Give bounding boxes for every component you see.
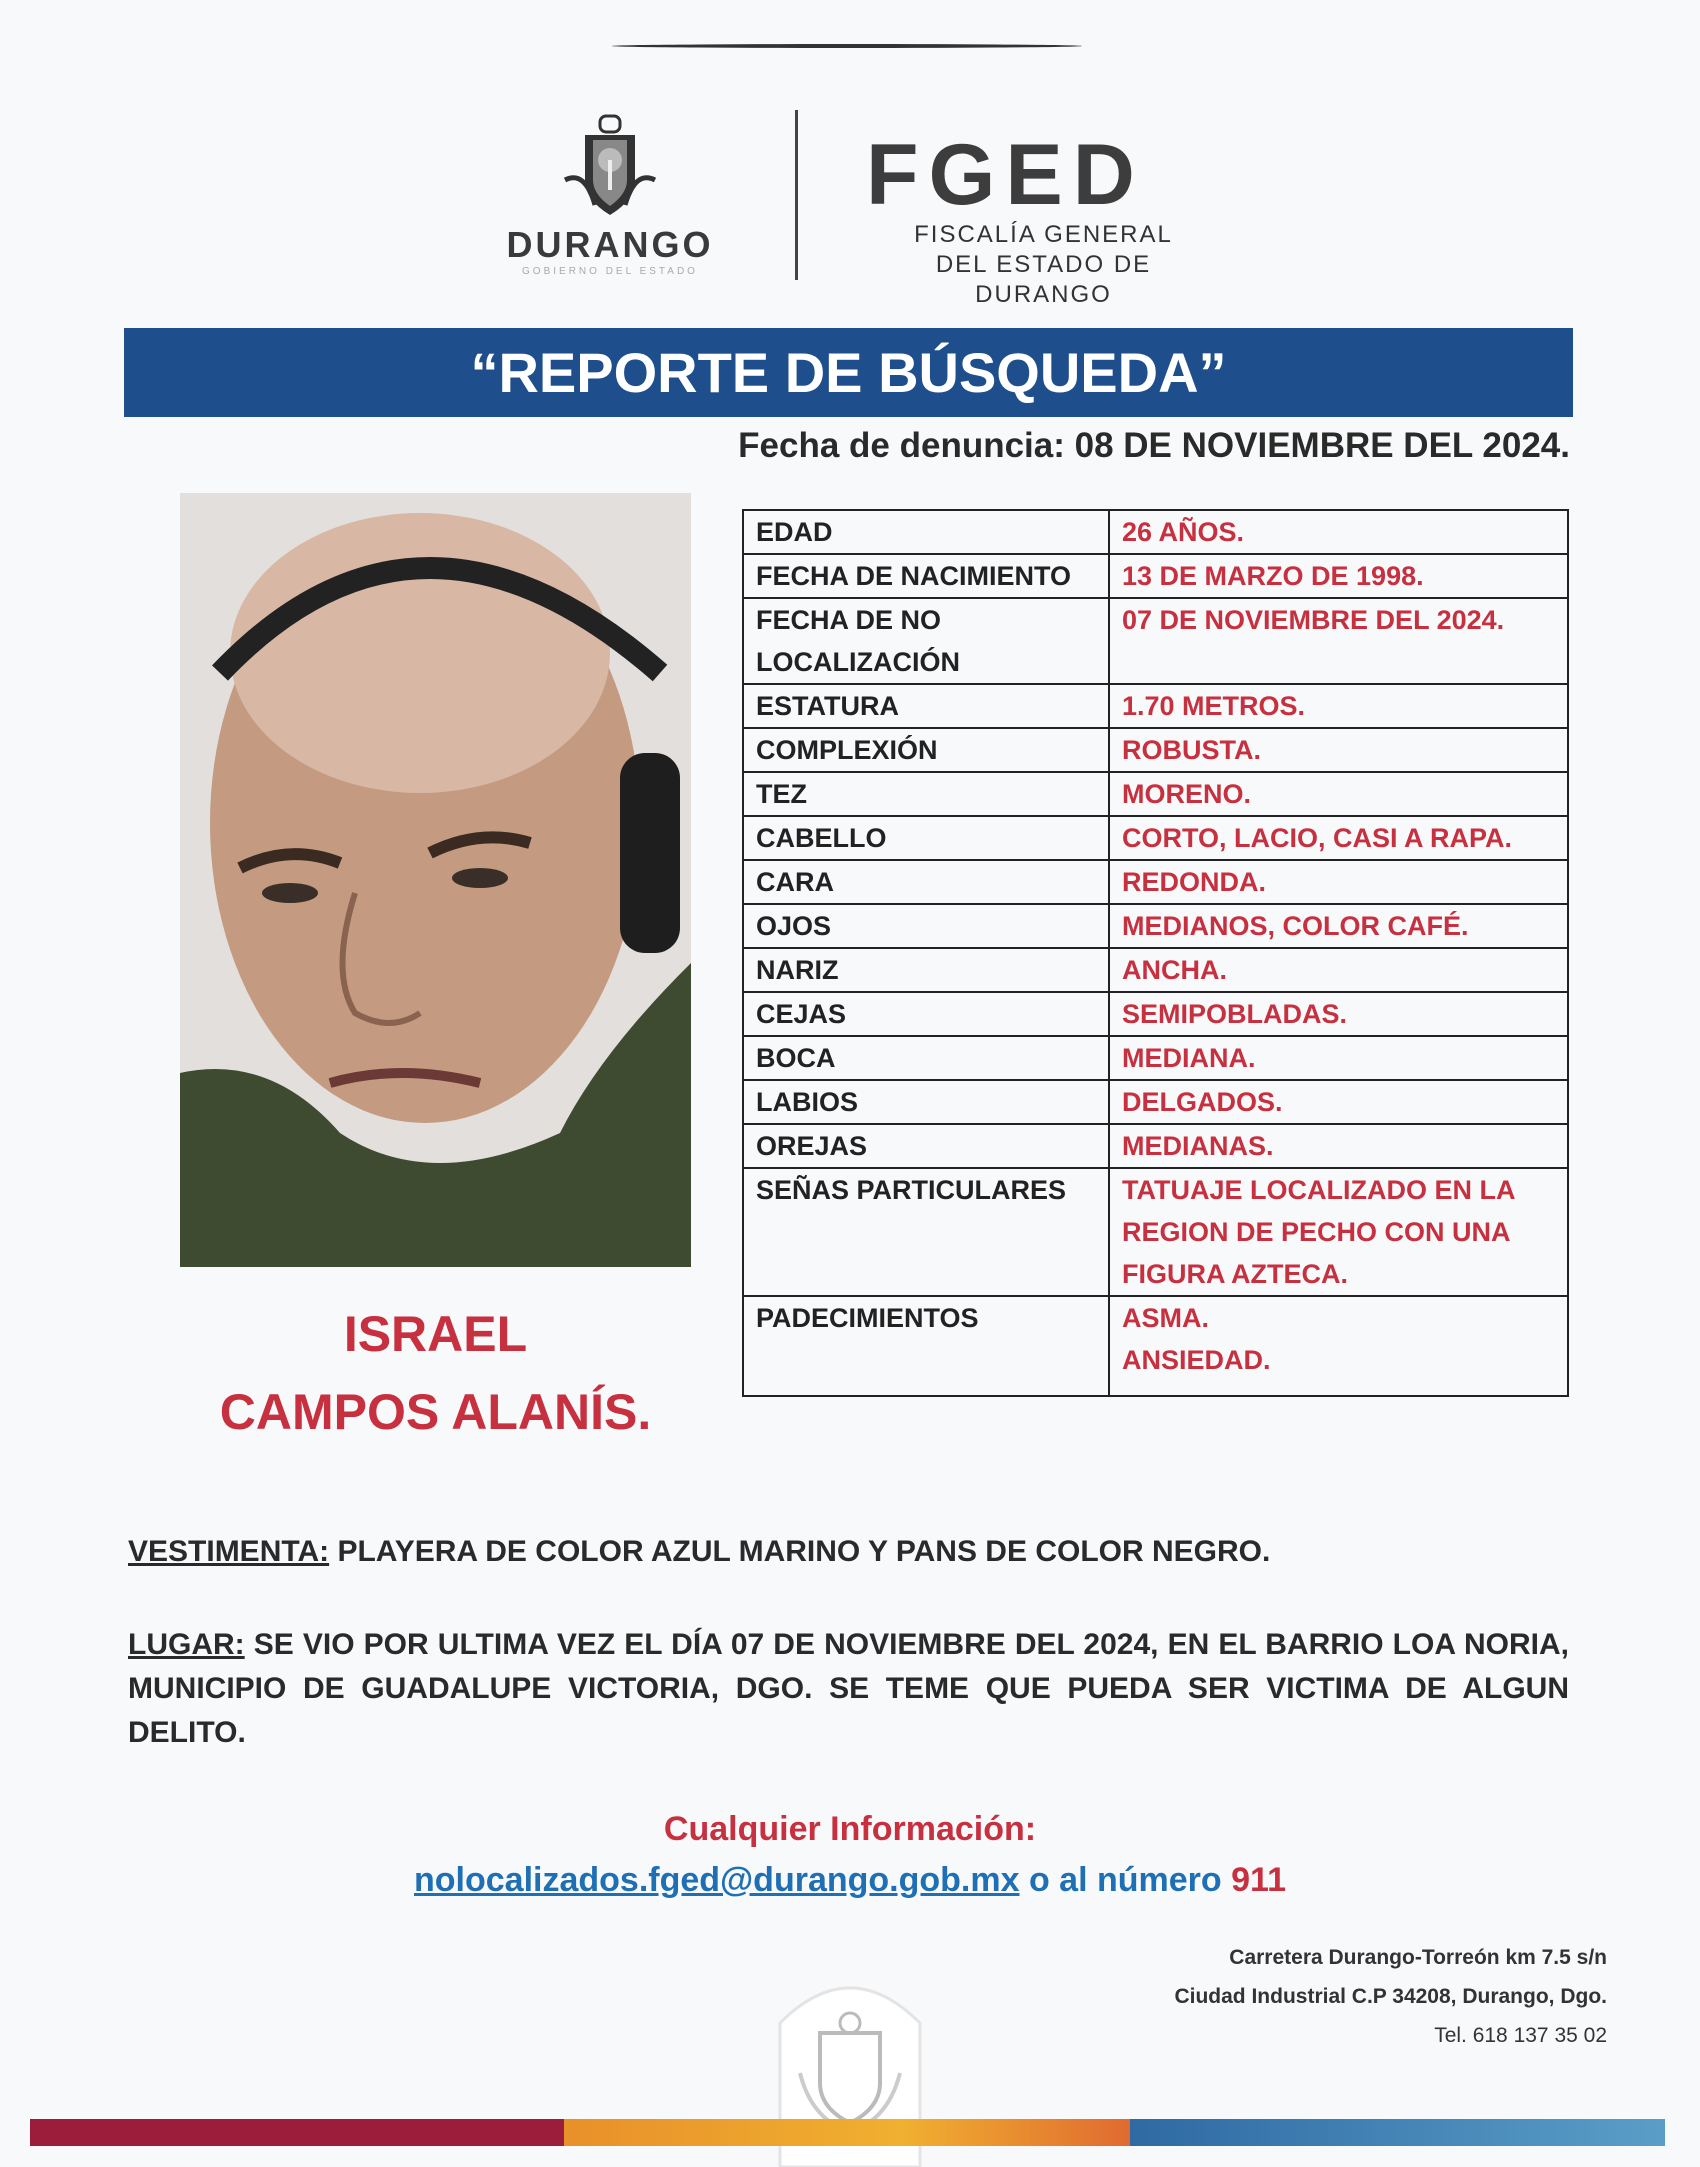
gov-logo-subtitle: GOBIERNO DEL ESTADO [522, 266, 698, 277]
missing-person-photo [180, 493, 691, 1267]
detail-label: PADECIMIENTOS [743, 1296, 1109, 1396]
detail-value: SEMIPOBLADAS. [1109, 992, 1568, 1036]
contact-connector: o al número [1028, 1861, 1222, 1899]
gov-logo-text: DURANGO [506, 224, 714, 265]
detail-value: REDONDA. [1109, 860, 1568, 904]
address-line2: Ciudad Industrial C.P 34208, Durango, Dgo. [1174, 1985, 1607, 2008]
logo-divider [795, 110, 798, 280]
clothing-label: VESTIMENTA: [128, 1535, 330, 1568]
detail-label: COMPLEXIÓN [743, 728, 1109, 772]
condition-1: ASMA. [1122, 1303, 1209, 1333]
table-row [743, 992, 1568, 1036]
org-name-line1: FISCALÍA GENERAL [914, 221, 1173, 248]
table-row [743, 554, 1568, 598]
org-name-line2: DEL ESTADO DE DURANGO [935, 251, 1152, 308]
table-row [743, 904, 1568, 948]
detail-label: ESTATURA [743, 684, 1109, 728]
detail-label: TEZ [743, 772, 1109, 816]
detail-label: LABIOS [743, 1080, 1109, 1124]
detail-value [1109, 1296, 1568, 1396]
contact-heading: Cualquier Información: [663, 1810, 1037, 1848]
detail-value: 13 DE MARZO DE 1998. [1109, 554, 1568, 598]
table-row [743, 816, 1568, 860]
detail-label: FECHA DE NACIMIENTO [743, 554, 1109, 598]
detail-value: DELGADOS. [1109, 1080, 1568, 1124]
place-paragraph [128, 1623, 1569, 1755]
detail-value: ANCHA. [1109, 948, 1568, 992]
table-row [743, 684, 1568, 728]
table-row [743, 510, 1568, 554]
footer-bar-blue [1130, 2119, 1665, 2146]
durango-government-logo [470, 110, 750, 290]
description-table [742, 509, 1569, 1397]
top-rule [612, 44, 1082, 48]
table-row [743, 598, 1568, 684]
clothing-text: PLAYERA DE COLOR AZUL MARINO Y PANS DE COLOR NEGRO. [337, 1535, 1271, 1568]
condition-2: ANSIEDAD. [1122, 1345, 1271, 1375]
fged-logo-text: FGED [866, 127, 1145, 223]
detail-value: MEDIANA. [1109, 1036, 1568, 1080]
footer-bar-maroon [30, 2119, 564, 2146]
detail-label: BOCA [743, 1036, 1109, 1080]
detail-value: MORENO. [1109, 772, 1568, 816]
address-line1: Carretera Durango-Torreón km 7.5 s/n [1229, 1946, 1607, 1969]
detail-label: OJOS [743, 904, 1109, 948]
detail-label: SEÑAS PARTICULARES [743, 1168, 1109, 1296]
detail-value: 07 DE NOVIEMBRE DEL 2024. [1109, 598, 1568, 684]
detail-label: CARA [743, 860, 1109, 904]
contact-phone: 911 [1231, 1861, 1286, 1899]
detail-value: MEDIANOS, COLOR CAFÉ. [1109, 904, 1568, 948]
contact-email-link[interactable]: nolocalizados.fged@durango.gob.mx [414, 1861, 1020, 1899]
person-name [180, 1295, 691, 1451]
table-row [743, 1296, 1568, 1396]
person-last-name: CAMPOS ALANÍS. [219, 1384, 652, 1440]
detail-label: EDAD [743, 510, 1109, 554]
place-text: SE VIO POR ULTIMA VEZ EL DÍA 07 DE NOVIEMBRE DEL 2024, EN EL BARRIO LOA NORIA, MUNICIPIO DE GUADALUPE VICTORIA, DGO. SE TEME QUE PUEDA SER VICTIMA DE ALGUN DELITO. [128, 1628, 1569, 1749]
table-row [743, 1168, 1568, 1296]
table-row [743, 1036, 1568, 1080]
detail-value: MEDIANAS. [1109, 1124, 1568, 1168]
table-row [743, 728, 1568, 772]
table-row [743, 948, 1568, 992]
detail-label: NARIZ [743, 948, 1109, 992]
person-first-name: ISRAEL [343, 1306, 528, 1362]
table-row [743, 772, 1568, 816]
table-row [743, 1124, 1568, 1168]
detail-label: CABELLO [743, 816, 1109, 860]
detail-value: CORTO, LACIO, CASI A RAPA. [1109, 816, 1568, 860]
address-tel: Tel. 618 137 35 02 [1434, 2024, 1607, 2047]
place-label: LUGAR: [128, 1628, 245, 1661]
clothing-paragraph [128, 1530, 1569, 1574]
detail-label: CEJAS [743, 992, 1109, 1036]
detail-label: FECHA DE NO LOCALIZACIÓN [743, 598, 1109, 684]
footer-bar-orange [564, 2119, 1130, 2146]
table-row [743, 1080, 1568, 1124]
table-row [743, 860, 1568, 904]
report-date: Fecha de denuncia: 08 DE NOVIEMBRE DEL 2024. [738, 426, 1570, 465]
report-title-banner: “REPORTE DE BÚSQUEDA” [124, 328, 1573, 417]
detail-value: ROBUSTA. [1109, 728, 1568, 772]
contact-line [0, 1861, 1700, 1900]
org-name [866, 220, 1221, 310]
detail-value: 1.70 METROS. [1109, 684, 1568, 728]
detail-label: OREJAS [743, 1124, 1109, 1168]
detail-value: TATUAJE LOCALIZADO EN LA REGION DE PECHO CON UNA FIGURA AZTECA. [1109, 1168, 1568, 1296]
detail-value: 26 AÑOS. [1109, 510, 1568, 554]
address-block [1174, 1938, 1607, 2055]
coat-of-arms-icon [555, 110, 665, 220]
